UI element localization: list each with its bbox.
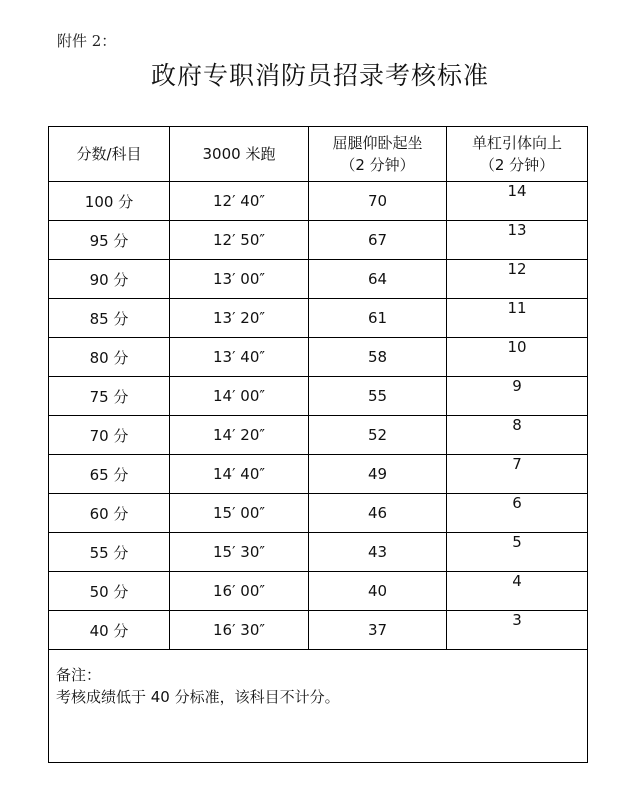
score-cell: 75 分 bbox=[49, 377, 170, 416]
situps-cell: 58 bbox=[309, 338, 447, 377]
note-label: 备注： bbox=[56, 666, 102, 684]
note-text: 考核成绩低于 40 分标准，该科目不计分。 bbox=[56, 688, 340, 706]
run-time-cell: 14′ 40″ bbox=[170, 455, 309, 494]
score-cell: 70 分 bbox=[49, 416, 170, 455]
pullups-cell: 11 bbox=[447, 299, 588, 338]
header-pullups-line1: 单杠引体向上 bbox=[471, 134, 562, 152]
document-title: 政府专职消防员招录考核标准 bbox=[150, 61, 489, 90]
score-cell: 95 分 bbox=[49, 221, 170, 260]
pullups-cell: 5 bbox=[447, 533, 588, 572]
score-cell: 100 分 bbox=[49, 182, 170, 221]
situps-cell: 70 bbox=[309, 182, 447, 221]
header-situps-line1: 屈腿仰卧起坐 bbox=[332, 134, 423, 152]
table-row bbox=[49, 416, 588, 455]
pullups-cell: 6 bbox=[447, 494, 588, 533]
run-time-cell: 15′ 30″ bbox=[170, 533, 309, 572]
situps-cell: 61 bbox=[309, 299, 447, 338]
pullups-cell: 4 bbox=[447, 572, 588, 611]
table-row bbox=[49, 533, 588, 572]
pullups-cell: 7 bbox=[447, 455, 588, 494]
score-cell: 65 分 bbox=[49, 455, 170, 494]
pullups-cell: 8 bbox=[447, 416, 588, 455]
header-situps bbox=[309, 127, 447, 182]
score-cell: 90 分 bbox=[49, 260, 170, 299]
score-cell: 60 分 bbox=[49, 494, 170, 533]
pullups-cell: 12 bbox=[447, 260, 588, 299]
pullups-cell: 14 bbox=[447, 182, 588, 221]
run-time-cell: 12′ 40″ bbox=[170, 182, 309, 221]
situps-cell: 55 bbox=[309, 377, 447, 416]
situps-cell: 49 bbox=[309, 455, 447, 494]
table-row bbox=[49, 455, 588, 494]
pullups-cell: 10 bbox=[447, 338, 588, 377]
header-situps-line2: （2 分钟） bbox=[340, 156, 415, 174]
run-time-cell: 16′ 30″ bbox=[170, 611, 309, 650]
table-row bbox=[49, 494, 588, 533]
note-cell bbox=[49, 650, 588, 763]
table-row bbox=[49, 611, 588, 650]
situps-cell: 52 bbox=[309, 416, 447, 455]
header-3000m-run: 3000 米跑 bbox=[170, 127, 309, 182]
run-time-cell: 13′ 20″ bbox=[170, 299, 309, 338]
pullups-cell: 13 bbox=[447, 221, 588, 260]
run-time-cell: 12′ 50″ bbox=[170, 221, 309, 260]
table-row bbox=[49, 221, 588, 260]
pullups-cell: 3 bbox=[447, 611, 588, 650]
score-cell: 85 分 bbox=[49, 299, 170, 338]
run-time-cell: 14′ 20″ bbox=[170, 416, 309, 455]
table-header-row bbox=[49, 127, 588, 182]
run-time-cell: 15′ 00″ bbox=[170, 494, 309, 533]
score-cell: 40 分 bbox=[49, 611, 170, 650]
situps-cell: 64 bbox=[309, 260, 447, 299]
attachment-label: 附件 2： bbox=[57, 32, 117, 50]
table-row bbox=[49, 299, 588, 338]
situps-cell: 67 bbox=[309, 221, 447, 260]
table-row bbox=[49, 338, 588, 377]
situps-cell: 46 bbox=[309, 494, 447, 533]
run-time-cell: 13′ 00″ bbox=[170, 260, 309, 299]
run-time-cell: 13′ 40″ bbox=[170, 338, 309, 377]
assessment-standards-table bbox=[48, 126, 588, 763]
header-pullups bbox=[447, 127, 588, 182]
situps-cell: 37 bbox=[309, 611, 447, 650]
pullups-cell: 9 bbox=[447, 377, 588, 416]
run-time-cell: 16′ 00″ bbox=[170, 572, 309, 611]
run-time-cell: 14′ 00″ bbox=[170, 377, 309, 416]
table-row bbox=[49, 377, 588, 416]
score-cell: 50 分 bbox=[49, 572, 170, 611]
note-row bbox=[49, 650, 588, 763]
score-cell: 55 分 bbox=[49, 533, 170, 572]
header-pullups-line2: （2 分钟） bbox=[479, 156, 555, 174]
header-score: 分数/科目 bbox=[49, 127, 170, 182]
table-row bbox=[49, 182, 588, 221]
situps-cell: 43 bbox=[309, 533, 447, 572]
situps-cell: 40 bbox=[309, 572, 447, 611]
table-row bbox=[49, 260, 588, 299]
table-row bbox=[49, 572, 588, 611]
score-cell: 80 分 bbox=[49, 338, 170, 377]
